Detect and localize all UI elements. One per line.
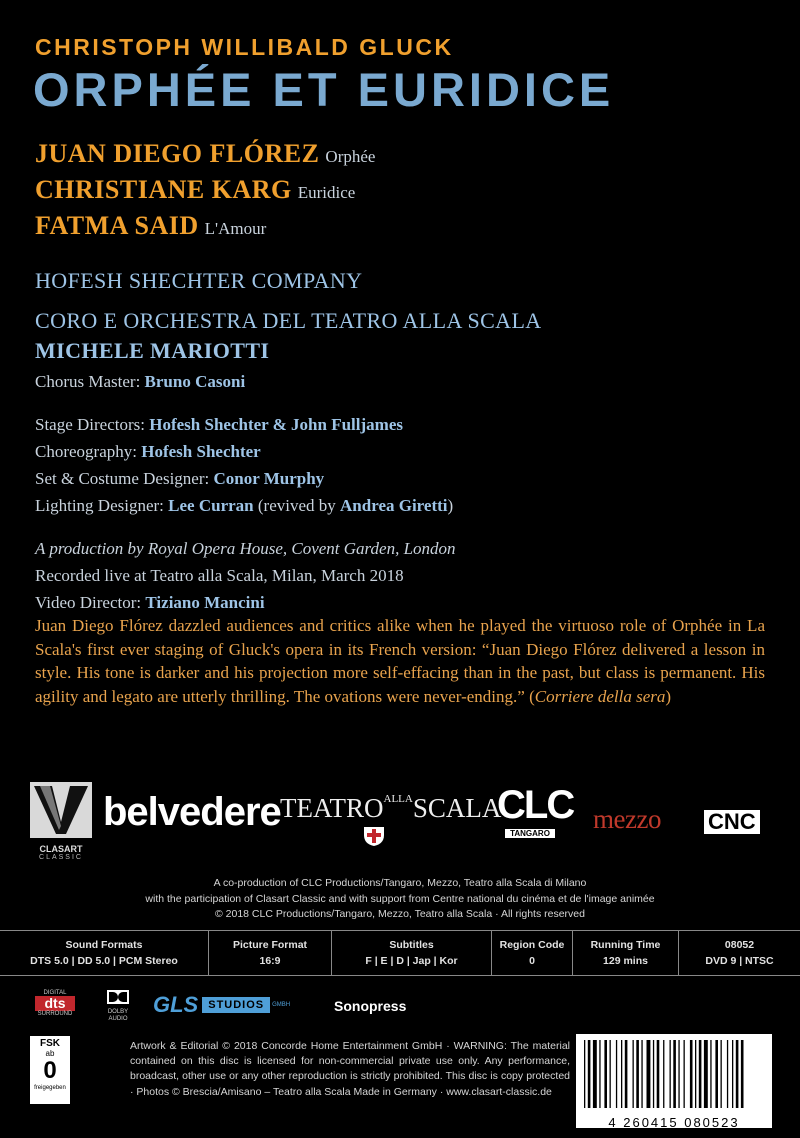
clasart-text: CLASART (39, 844, 83, 854)
clc-logo: CLC TANGARO (497, 783, 574, 838)
belvedere-logo: belvedere (103, 790, 281, 834)
dts-logo: DIGITAL dts SURROUND (35, 990, 75, 1017)
credit-lighting: Lighting Designer: Lee Curran (revived by Andrea Giretti) (35, 496, 454, 515)
singer-name: JUAN DIEGO FLÓREZ (35, 139, 320, 168)
spec-running-time: Running Time 129 mins (572, 931, 678, 975)
singer-role: Orphée (325, 147, 376, 166)
credit-video-director: Video Director: Tiziano Mancini (35, 593, 265, 612)
cast-line (35, 139, 375, 169)
scala-crest-icon (362, 825, 386, 847)
legal-notice: Artwork & Editorial © 2018 Concorde Home Entertainment GmbH · WARNING: The material contained on this disc is licensed for non-commercial private use only. Any performance, broadcast, other use or any other reproduction is strictly prohibited. This disc is copy protected · Photos © Brescia/Amisano – Teatro alla Scala Made in Germany · www.clasart-classic.de (130, 1040, 570, 1098)
barcode (576, 1034, 772, 1128)
singer-name: FATMA SAID (35, 211, 199, 240)
sonopress-logo: Sonopress (334, 998, 407, 1014)
clasart-logo (30, 782, 92, 860)
composer-name: CHRISTOPH WILLIBALD GLUCK (35, 34, 454, 60)
singer-role: L'Amour (204, 219, 267, 238)
spec-picture-format: Picture Format 16:9 (208, 931, 331, 975)
cast-line (35, 175, 355, 205)
mezzo-logo: mezzo (593, 804, 661, 834)
clasart-mark-icon (30, 782, 92, 838)
credit-choreography: Choreography: Hofesh Shechter (35, 442, 261, 461)
spec-subtitles: Subtitles F | E | D | Jap | Kor (331, 931, 491, 975)
spec-region-code: Region Code 0 (491, 931, 572, 975)
fsk-age-rating-badge: FSK ab 0 freigegeben (30, 1036, 70, 1104)
recording-note: Recorded live at Teatro alla Scala, Milan, March 2018 (35, 566, 404, 585)
barcode-bars-icon (576, 1034, 772, 1112)
orchestra-name: CORO E ORCHESTRA DEL TEATRO ALLA SCALA (35, 308, 542, 333)
conductor-name: MICHELE MARIOTTI (35, 338, 270, 363)
dance-company: HOFESH SHECHTER COMPANY (35, 268, 363, 293)
credit-chorus-master: Chorus Master: Bruno Casoni (35, 372, 246, 391)
dolby-logo: DOLBY AUDIO (103, 990, 133, 1023)
credit-stage-directors: Stage Directors: Hofesh Shechter & John Fulljames (35, 415, 403, 434)
gls-studios-logo: GLS STUDIOS GMBH (153, 992, 291, 1017)
cnc-logo: CNC (704, 810, 760, 834)
spec-catalog: 08052 DVD 9 | NTSC (678, 931, 800, 975)
spec-sound-formats: Sound Formats DTS 5.0 | DD 5.0 | PCM Stereo (30, 939, 178, 967)
barcode-digits: 4 260415 080523 (608, 1115, 740, 1130)
description-paragraph: Juan Diego Flórez dazzled audiences and critics alike when he played the virtuoso role of Orphée in La Scala's first ever staging of Gluck's opera in its French version: “Juan Diego Flórez delivered a lesson in style. His tone is darker and his projection more self-effacing than in the past, but class is permanent. His agility and legato are utterly thrilling. The ovations were never-ending.” (Corriere della sera) (35, 616, 765, 706)
teatro-alla-scala-logo: $TEATRO^{ALLA}SCALA$ (280, 793, 501, 824)
cast-line (35, 211, 266, 241)
singer-name: CHRISTIANE KARG (35, 175, 292, 204)
singer-role: Euridice (297, 183, 356, 202)
clasart-subtext: CLASSIC (39, 854, 83, 861)
dolby-double-d-icon (107, 990, 129, 1004)
technical-specs-row (0, 930, 800, 976)
production-note: A production by Royal Opera House, Covent Garden, London (35, 539, 456, 558)
opera-title: ORPHÉE ET EURIDICE (33, 63, 615, 116)
coproduction-notice: A co-production of CLC Productions/Tangaro, Mezzo, Teatro alla Scala di Milano with the participation of Clasart Classic and with support from Centre national du cinéma et de l'image animée © 2018 CLC Productions/Tangaro, Mezzo, Teatro alla Scala · All rights reserved (145, 877, 655, 920)
credit-set-costume: Set & Costume Designer: Conor Murphy (35, 469, 325, 488)
